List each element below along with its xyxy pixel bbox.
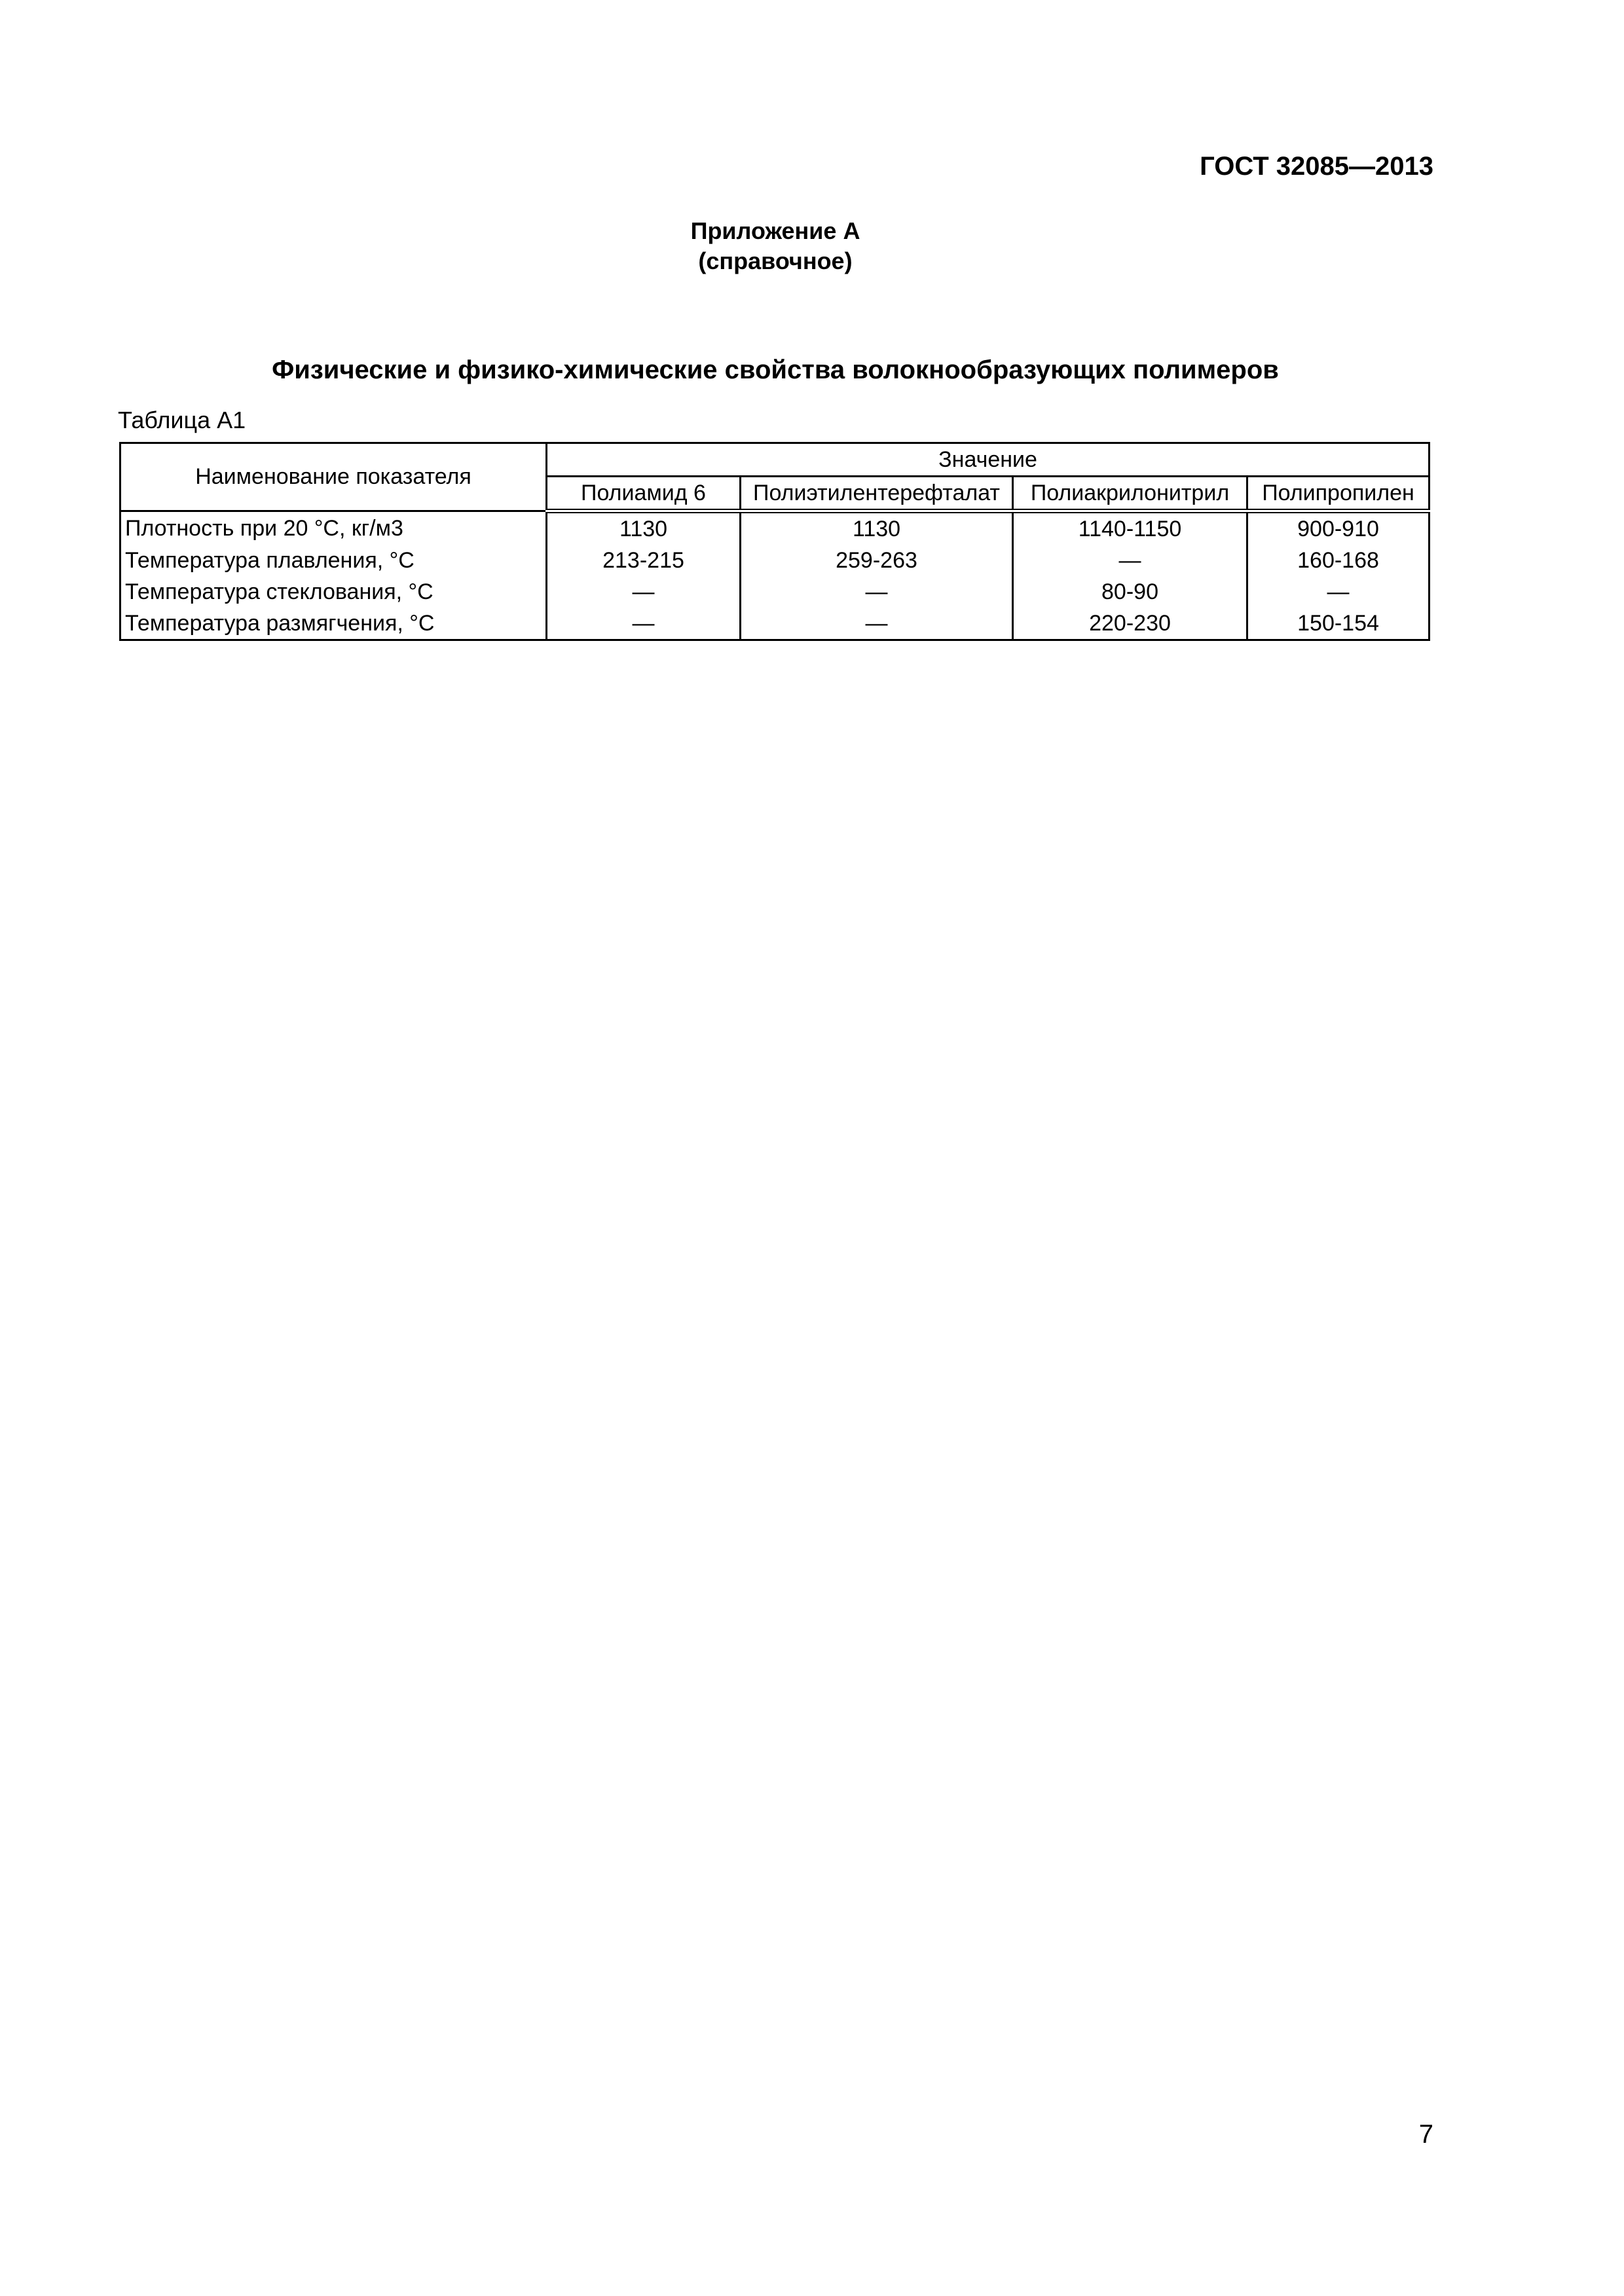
row-name: Температура размягчения, °С (120, 608, 547, 640)
table-cell: — (741, 608, 1013, 640)
table-cell: 259-263 (741, 545, 1013, 576)
table-row (120, 576, 1430, 608)
section-title: Физические и физико-химические свойства волокнообразующих полимеров (272, 355, 1279, 384)
table-cell: — (1013, 545, 1247, 576)
appendix-heading (0, 216, 1551, 276)
table-cell: — (547, 576, 741, 608)
table-row (120, 608, 1430, 640)
page-number: 7 (1418, 2120, 1433, 2149)
table-cell: 150-154 (1247, 608, 1430, 640)
table-cell: — (741, 576, 1013, 608)
column-header-polypropylene: Полипропилен (1247, 477, 1430, 511)
column-header-value: Значение (547, 443, 1430, 477)
table-cell: — (547, 608, 741, 640)
column-header-pet: Полиэтилентерефталат (741, 477, 1013, 511)
table-cell: 213-215 (547, 545, 741, 576)
table-row (120, 511, 1430, 545)
table-label: Таблица А1 (118, 407, 246, 433)
appendix-title: Приложение А (690, 217, 860, 244)
properties-table (119, 442, 1430, 641)
table-cell: 900-910 (1247, 511, 1430, 545)
column-header-polyamide: Полиамид 6 (547, 477, 741, 511)
document-code: ГОСТ 32085—2013 (1200, 152, 1433, 181)
table-cell: 1130 (741, 511, 1013, 545)
table-header-row (120, 443, 1430, 477)
column-header-name: Наименование показателя (120, 443, 547, 511)
table-cell: 160-168 (1247, 545, 1430, 576)
row-name: Плотность при 20 °С, кг/м3 (120, 511, 547, 545)
table-row (120, 545, 1430, 576)
table-cell: 1140-1150 (1013, 511, 1247, 545)
table-cell: — (1247, 576, 1430, 608)
appendix-type: (справочное) (698, 247, 853, 274)
column-header-polyacrylonitrile: Полиакрилонитрил (1013, 477, 1247, 511)
table-cell: 220-230 (1013, 608, 1247, 640)
table-cell: 80-90 (1013, 576, 1247, 608)
row-name: Температура плавления, °С (120, 545, 547, 576)
row-name: Температура стеклования, °С (120, 576, 547, 608)
table-cell: 1130 (547, 511, 741, 545)
